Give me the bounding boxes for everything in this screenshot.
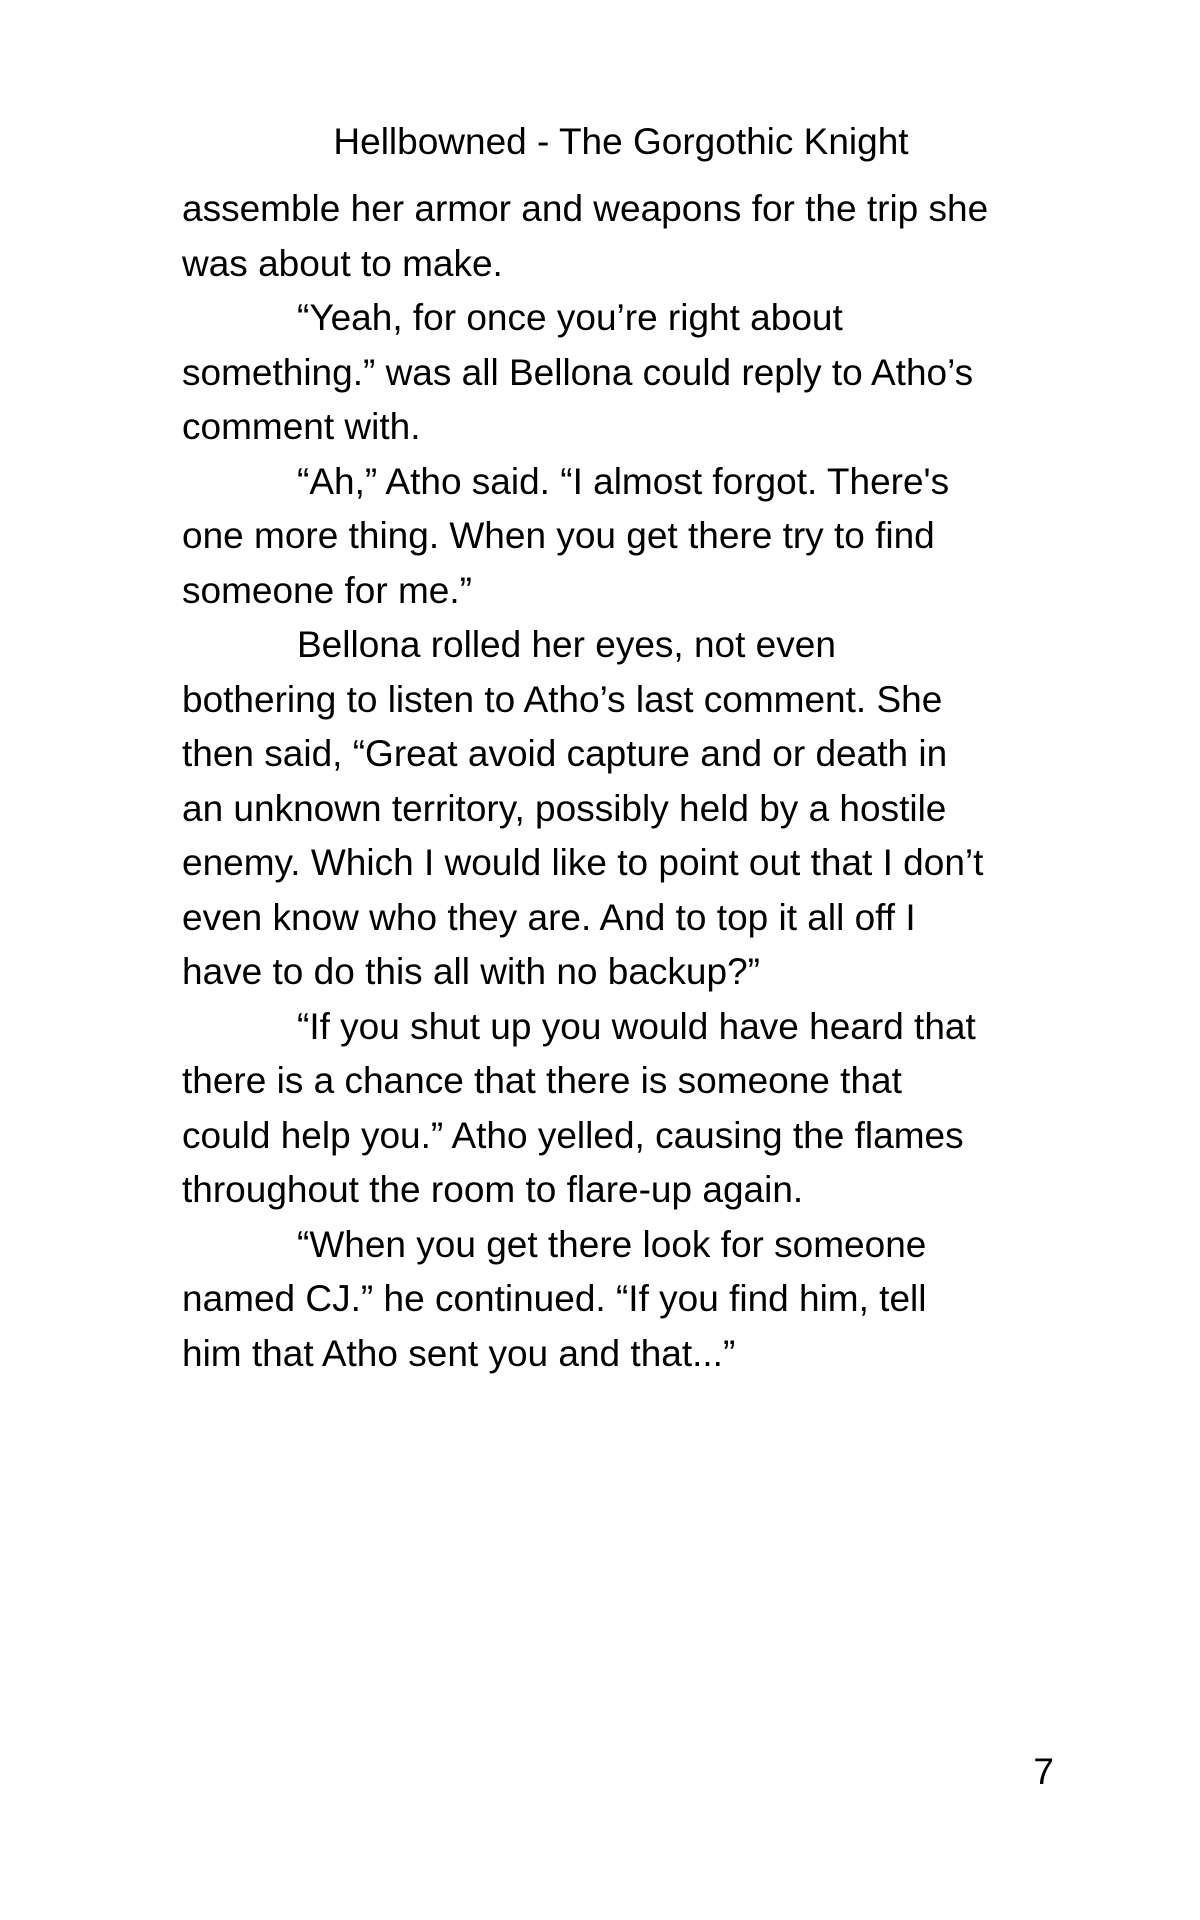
- text-line: something.” was all Bellona could reply to Atho’s: [182, 351, 974, 393]
- text-line: assemble her armor and weapons for the trip she: [182, 188, 989, 229]
- text-line: one more thing. When you get there try to find: [182, 515, 935, 556]
- text-line: bothering to listen to Atho’s last comment. She: [182, 678, 943, 720]
- text-line: was about to make.: [182, 242, 503, 284]
- text-line: Bellona rolled her eyes, not even: [297, 624, 836, 665]
- text-line: him that Atho sent you and that...”: [182, 1332, 736, 1374]
- text-line: comment with.: [182, 406, 421, 447]
- text-line: “If you shut up you would have heard that: [297, 1005, 976, 1047]
- text-line: then said, “Great avoid capture and or death in: [182, 733, 948, 774]
- page-number: 7: [1033, 1751, 1054, 1792]
- text-line: could help you.” Atho yelled, causing the flames: [182, 1114, 964, 1156]
- text-line: “Ah,” Atho said. “I almost forgot. There's: [297, 460, 950, 502]
- text-line: have to do this all with no backup?”: [182, 951, 760, 992]
- text-line: even know who they are. And to top it all off I: [182, 896, 916, 938]
- text-line: an unknown territory, possibly held by a hostile: [182, 787, 947, 829]
- body-text: [182, 182, 1082, 1381]
- text-line: enemy. Which I would like to point out that I don’t: [182, 842, 984, 883]
- text-line: “Yeah, for once you’re right about: [297, 297, 843, 338]
- text-line: someone for me.”: [182, 569, 472, 611]
- page-title: Hellbowned - The Gorgothic Knight: [333, 121, 909, 162]
- text-line: throughout the room to flare-up again.: [182, 1169, 804, 1210]
- text-line: “When you get there look for someone: [297, 1223, 927, 1265]
- text-line: named CJ.” he continued. “If you find him, tell: [182, 1278, 927, 1319]
- text-line: there is a chance that there is someone that: [182, 1060, 902, 1101]
